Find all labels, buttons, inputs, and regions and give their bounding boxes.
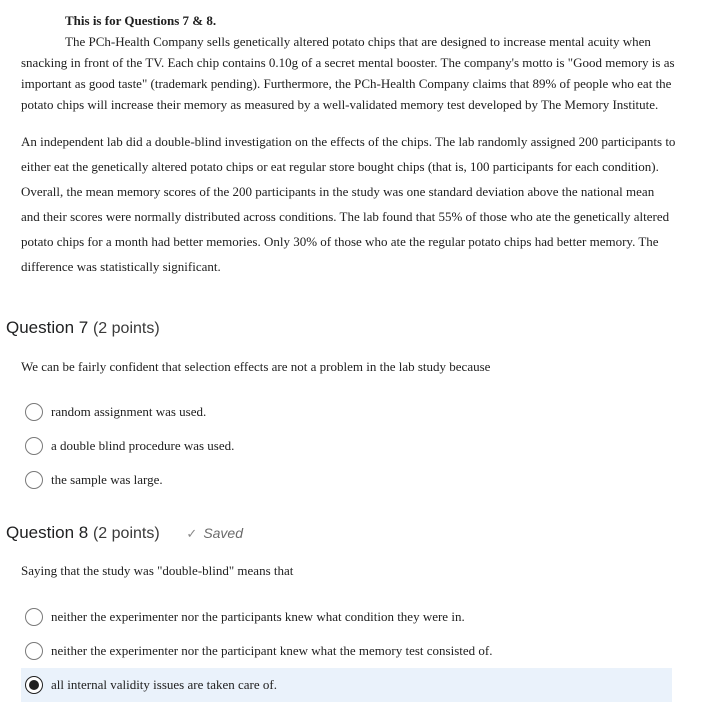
passage-paragraph-2: An independent lab did a double-blind investigation on the effects of the chips. The lab randomly assigned 200 participants to either eat the genetically altered potato chips or eat regular store bought chips (that is, 100 participants for each condition). Overall, the mean memory scores of the 200 participants in the study was one standard deviation above the national mean and their scores were normally distributed across conditions. The lab found that 55% of those who ate the genetically altered potato chips for a month had better memories. Only 30% of those who ate the regular potato chips had better memory. The difference was statistically significant. bbox=[21, 134, 676, 274]
option-label: the sample was large. bbox=[51, 472, 163, 487]
radio-button[interactable] bbox=[25, 608, 43, 626]
question-7-label: Question 7 bbox=[6, 318, 89, 337]
radio-button[interactable] bbox=[25, 642, 43, 660]
radio-button[interactable] bbox=[25, 471, 43, 489]
passage-paragraph-1: The PCh-Health Company sells genetically altered potato chips that are designed to increase mental acuity when snacking in front of the TV. Each chip contains 0.10g of a secret mental booster. The company's motto is "Good memory is as important as good taste" (trademark pending). Furthermore, the PCh-Health Company claims that 89% of people who eat the potato chips will increase their memory as measured by a well-validated memory test developed by The Memory Institute. bbox=[21, 34, 675, 112]
q7-option-1[interactable] bbox=[21, 395, 672, 429]
q7-option-2[interactable] bbox=[21, 429, 672, 463]
question-8-title bbox=[6, 523, 243, 543]
q8-option-1[interactable] bbox=[21, 600, 672, 634]
radio-button-selected[interactable] bbox=[25, 676, 43, 694]
option-label: all internal validity issues are taken care of. bbox=[51, 677, 277, 692]
q8-option-3[interactable] bbox=[21, 668, 672, 702]
passage bbox=[21, 10, 676, 279]
passage-heading: This is for Questions 7 & 8. bbox=[65, 13, 217, 28]
radio-button[interactable] bbox=[25, 437, 43, 455]
option-label: neither the experimenter nor the participants knew what condition they were in. bbox=[51, 609, 465, 624]
question-7-prompt: We can be fairly confident that selection effects are not a problem in the lab study because bbox=[21, 359, 491, 374]
question-8-points: (2 points) bbox=[92, 525, 160, 542]
check-icon: ✓ bbox=[186, 526, 198, 541]
option-label: a double blind procedure was used. bbox=[51, 438, 235, 453]
option-label: random assignment was used. bbox=[51, 404, 207, 419]
q7-option-3[interactable] bbox=[21, 463, 672, 497]
question-7-title bbox=[6, 318, 160, 338]
question-8-label: Question 8 bbox=[6, 523, 89, 542]
question-8-prompt: Saying that the study was "double-blind" means that bbox=[21, 563, 294, 578]
saved-label: Saved bbox=[203, 525, 244, 541]
q8-option-2[interactable] bbox=[21, 634, 672, 668]
saved-status bbox=[186, 525, 243, 542]
radio-button[interactable] bbox=[25, 403, 43, 421]
option-label: neither the experimenter nor the participant knew what the memory test consisted of. bbox=[51, 643, 493, 658]
question-7-points: (2 points) bbox=[92, 320, 160, 337]
